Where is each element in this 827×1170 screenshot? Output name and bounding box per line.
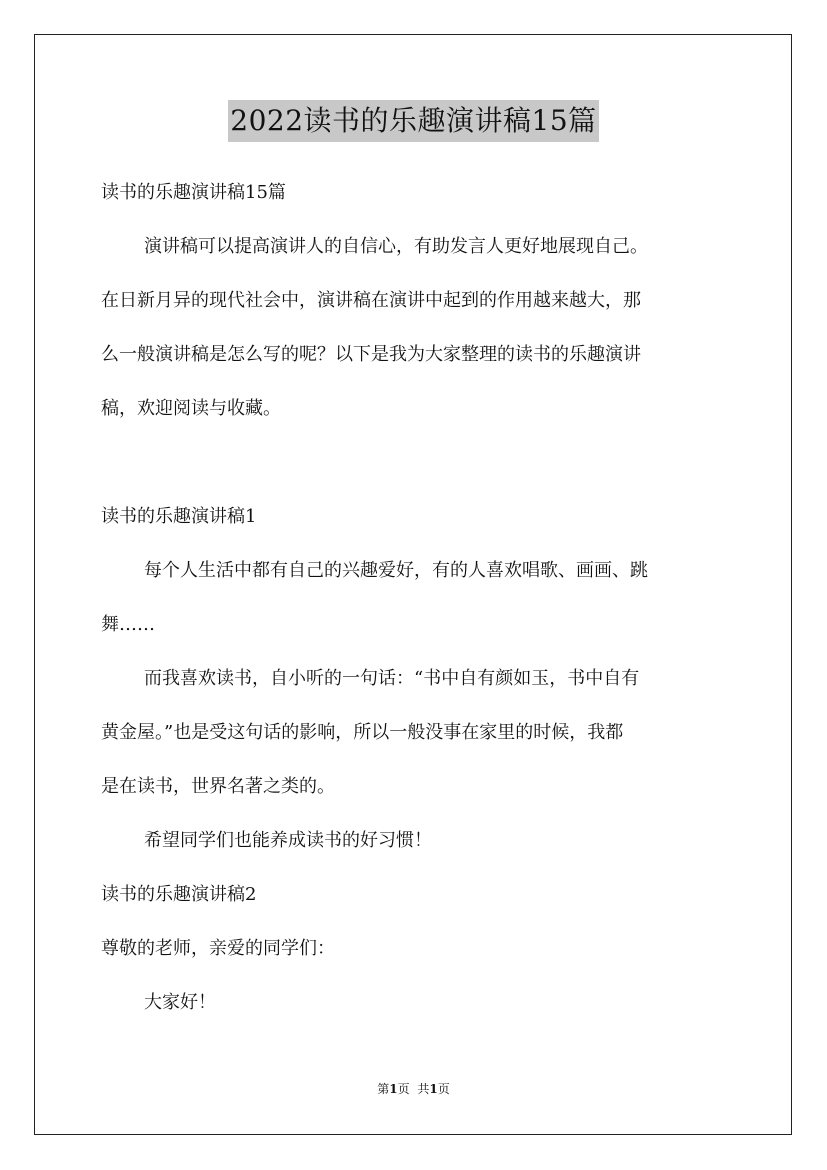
- subtitle: 读书的乐趣演讲稿15篇: [101, 182, 286, 203]
- paragraph-line: 而我喜欢读书，自小听的一句话：“书中自有颜如玉，书中自有: [144, 668, 640, 689]
- greeting: 大家好！: [144, 992, 216, 1013]
- page-prefix: 第: [377, 1082, 390, 1096]
- salutation: 尊敬的老师，亲爱的同学们：: [101, 938, 335, 959]
- paragraph-line: 每个人生活中都有自己的兴趣爱好，有的人喜欢唱歌、画画、跳: [144, 560, 648, 581]
- paragraph-line: 黄金屋。”也是受这句话的影响，所以一般没事在家里的时候，我都: [101, 722, 624, 743]
- page-footer: [0, 1080, 827, 1097]
- total-prefix: 共: [417, 1082, 430, 1096]
- paragraph-line: 演讲稿可以提高演讲人的自信心，有助发言人更好地展现自己。: [144, 236, 648, 257]
- page-suffix: 页: [397, 1082, 410, 1096]
- document-title: 2022读书的乐趣演讲稿15篇: [228, 100, 598, 142]
- paragraph-line: 舞……: [101, 614, 155, 635]
- paragraph-line: 么一般演讲稿是怎么写的呢？以下是我为大家整理的读书的乐趣演讲: [101, 344, 641, 365]
- document-body: [101, 166, 729, 1030]
- total-pages: 1: [429, 1082, 438, 1096]
- total-suffix: 页: [437, 1082, 450, 1096]
- paragraph-line: 稿，欢迎阅读与收藏。: [101, 398, 281, 419]
- paragraph-line: 是在读书，世界名著之类的。: [101, 776, 335, 797]
- section-heading: 读书的乐趣演讲稿2: [101, 884, 257, 905]
- paragraph-line: 希望同学们也能养成读书的好习惯！: [144, 830, 432, 851]
- paragraph-line: 在日新月异的现代社会中，演讲稿在演讲中起到的作用越来越大，那: [101, 290, 641, 311]
- title-container: [0, 100, 827, 142]
- blank-line: [101, 436, 729, 490]
- page-number: 1: [389, 1082, 398, 1096]
- section-heading: 读书的乐趣演讲稿1: [101, 506, 257, 527]
